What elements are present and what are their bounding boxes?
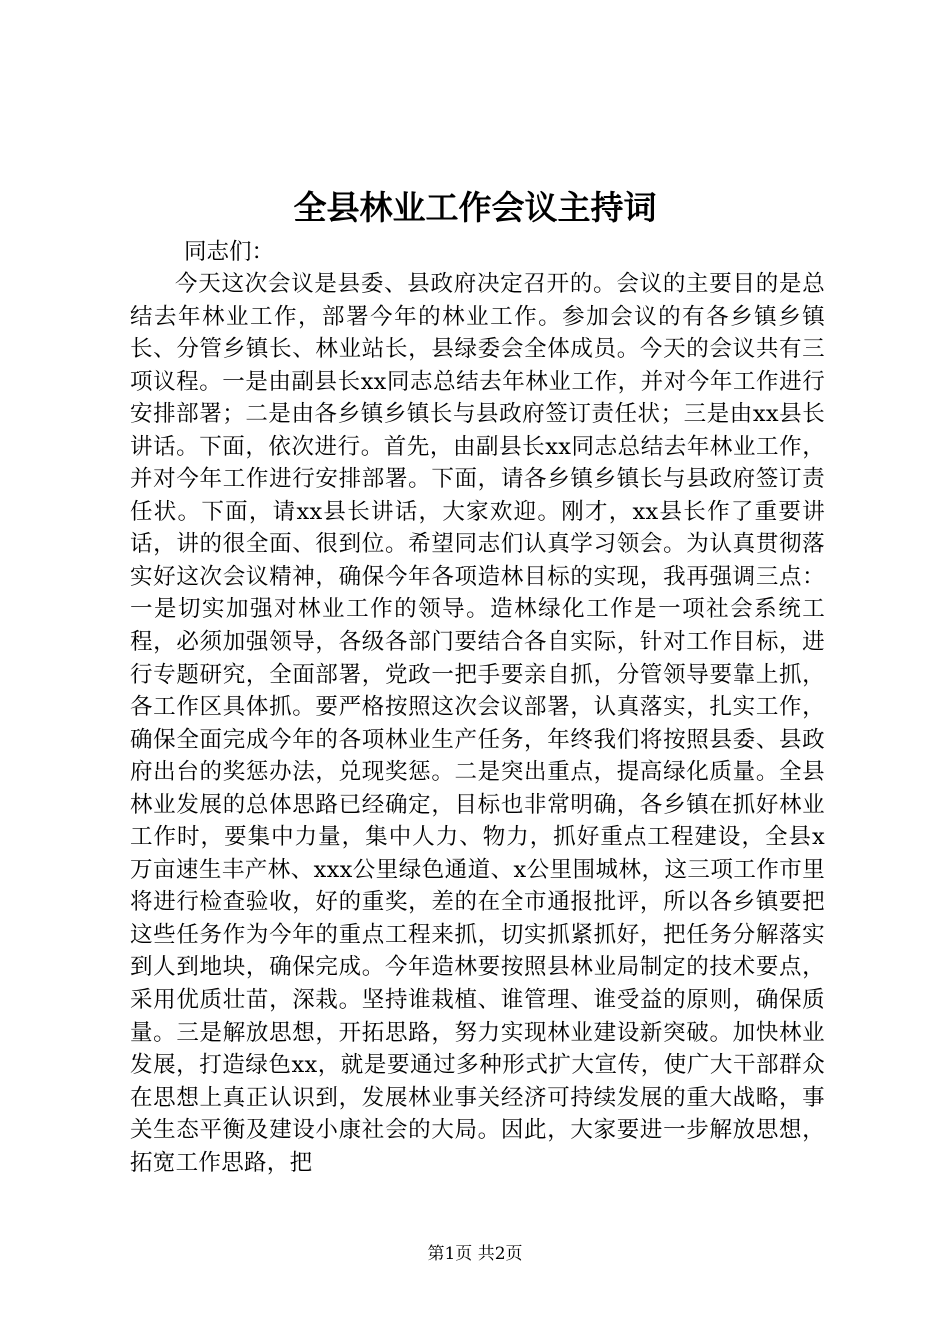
page-indicator: 第1页 共2页 [427, 1244, 523, 1264]
salutation: 同志们： [184, 239, 275, 265]
body-paragraph: 今天这次会议是县委、县政府决定召开的。会议的主要目的是总结去年林业工作，部署今年的林业工作。参加会议的有各乡镇乡镇长、分管乡镇长、林业站长，县绿委会全体成员。今天的会议共有三项议程。一是由副县长xx同志总结去年林业工作，并对今年工作进行安排部署；二是由各乡镇乡镇长与县政府签订责任状；三是由xx县长讲话。下面，依次进行。首先，由副县长xx同志总结去年林业工作，并对今年工作进行安排部署。下面，请各乡镇乡镇长与县政府签订责任状。下面，请xx县长讲话，大家欢迎。刚才，xx县长作了重要讲话，讲的很全面、很到位。希望同志们认真学习领会。为认真贯彻落实好这次会议精神，确保今年各项造林目标的实现，我再强调三点：一是切实加强对林业工作的领导。造林绿化工作是一项社会系统工程，必须加强领导，各级各部门要结合各自实际，针对工作目标，进行专题研究，全面部署，党政一把手要亲自抓，分管领导要靠上抓，各工作区具体抓。要严格按照这次会议部署，认真落实，扎实工作，确保全面完成今年的各项林业生产任务，年终我们将按照县委、县政府出台的奖惩办法，兑现奖惩。二是突出重点，提高绿化质量。全县林业发展的总体思路已经确定，目标也非常明确，各乡镇在抓好林业工作时，要集中力量，集中人力、物力，抓好重点工程建设，全县x万亩速生丰产林、xxx公里绿色通道、x公里围城林，这三项工作市里将进行检查验收，好的重奖，差的在全市通报批评，所以各乡镇要把这些任务作为今年的重点工程来抓，切实抓紧抓好，把任务分解落实到人到地块，确保完成。今年造林要按照县林业局制定的技术要点，采用优质壮苗，深栽。坚持谁栽植、谁管理、谁受益的原则，确保质量。三是解放思想，开拓思路，努力实现林业建设新突破。加快林业发展，打造绿色xx，就是要通过多种形式扩大宣传，使广大干部群众在思想上真正认识到，发展林业事关经济可持续发展的重大战略，事关生态平衡及建设小康社会的大局。因此，大家要进一步解放思想，拓宽工作思路，把 [130, 271, 825, 1176]
document-title: 全县林业工作会议主持词 [293, 188, 657, 227]
